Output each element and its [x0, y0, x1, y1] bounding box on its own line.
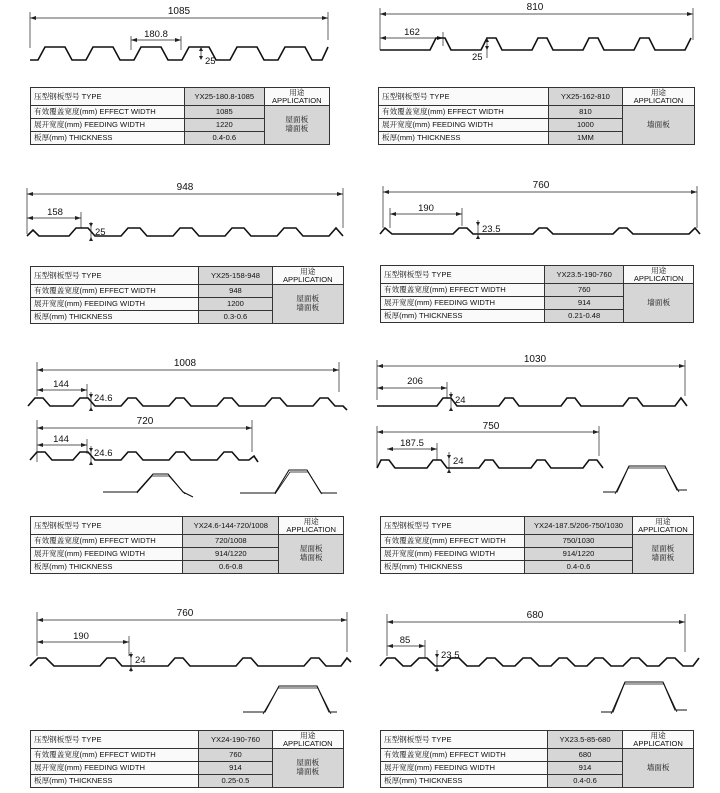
label-feeding-width: 展开宽度(mm) FEEDING WIDTH — [381, 762, 548, 775]
value-application: 屋面板 墙面板 — [272, 749, 343, 788]
panel-yx24-187-5-206-750-1030 — [375, 352, 705, 577]
dim-total-2: 720 — [136, 416, 154, 427]
spec-table — [30, 266, 344, 324]
dim-height: 24.6 — [94, 393, 113, 404]
value-type: YX24-187.5/206-750/1030 — [525, 517, 633, 535]
spec-table — [380, 265, 694, 323]
value-application: 屋面板 墙面板 — [279, 535, 344, 574]
dim-pitch: 180.8 — [144, 29, 168, 40]
dim-height: 23.5 — [482, 224, 501, 235]
label-type: 压型钢板型号 TYPE — [381, 266, 545, 284]
label-application: 用途 APPLICATION — [272, 731, 343, 749]
value-application: 屋面板 墙面板 — [264, 106, 329, 145]
value-application: 墙面板 — [622, 106, 694, 145]
value-type: YX25-158-948 — [199, 267, 272, 285]
label-effect-width: 有效覆盖宽度(mm) EFFECT WIDTH — [381, 284, 545, 297]
dim-total: 1085 — [167, 6, 191, 17]
panel-yx23-5-85-680 — [375, 600, 705, 793]
value-effect-width: 810 — [548, 106, 622, 119]
label-type: 压型钢板型号 TYPE — [31, 88, 185, 106]
label-effect-width: 有效覆盖宽度(mm) EFFECT WIDTH — [31, 749, 199, 762]
spec-table — [378, 87, 695, 145]
value-thickness: 0.4-0.6 — [525, 561, 633, 574]
label-effect-width: 有效覆盖宽度(mm) EFFECT WIDTH — [379, 106, 549, 119]
label-feeding-width: 展开宽度(mm) FEEDING WIDTH — [381, 548, 525, 561]
value-application: 屋面板 墙面板 — [632, 535, 693, 574]
value-application: 屋面板 墙面板 — [272, 285, 343, 324]
dim-pitch-2: 144 — [53, 434, 69, 445]
label-effect-width: 有效覆盖宽度(mm) EFFECT WIDTH — [381, 749, 548, 762]
label-effect-width: 有效覆盖宽度(mm) EFFECT WIDTH — [381, 535, 525, 548]
dim-height-2: 24 — [453, 456, 464, 467]
dim-pitch-2: 187.5 — [400, 438, 424, 449]
label-type: 压型钢板型号 TYPE — [381, 517, 525, 535]
dim-pitch: 158 — [47, 207, 63, 218]
label-thickness: 板厚(mm) THICKNESS — [381, 561, 525, 574]
value-type: YX25-180.8-1085 — [185, 88, 265, 106]
profile-drawing — [25, 178, 355, 263]
label-thickness: 板厚(mm) THICKNESS — [379, 132, 549, 145]
value-thickness: 0.4-0.6 — [185, 132, 265, 145]
label-feeding-width: 展开宽度(mm) FEEDING WIDTH — [31, 548, 183, 561]
label-thickness: 板厚(mm) THICKNESS — [31, 561, 183, 574]
value-thickness: 0.25-0.5 — [199, 775, 272, 788]
dim-height: 25 — [472, 52, 483, 63]
spec-table — [30, 516, 344, 574]
label-effect-width: 有效覆盖宽度(mm) EFFECT WIDTH — [31, 106, 185, 119]
panel-yx23-5-190-760 — [375, 178, 705, 328]
panel-yx24-190-760 — [25, 600, 355, 793]
label-feeding-width: 展开宽度(mm) FEEDING WIDTH — [381, 297, 545, 310]
value-feeding-width: 1200 — [199, 298, 272, 311]
dim-height: 24 — [455, 395, 466, 406]
value-feeding-width: 914 — [545, 297, 624, 310]
label-application: 用途 APPLICATION — [632, 517, 693, 535]
spec-table — [30, 730, 344, 788]
profile-drawing — [375, 178, 705, 263]
label-type: 压型钢板型号 TYPE — [381, 731, 548, 749]
label-application: 用途 APPLICATION — [622, 88, 694, 106]
value-thickness: 0.6-0.8 — [183, 561, 279, 574]
value-effect-width: 1085 — [185, 106, 265, 119]
value-feeding-width: 914 — [547, 762, 622, 775]
dim-total: 810 — [526, 2, 544, 13]
dim-pitch: 85 — [399, 635, 411, 646]
dim-total: 760 — [176, 608, 194, 619]
value-type: YX23.5-85-680 — [547, 731, 622, 749]
label-effect-width: 有效覆盖宽度(mm) EFFECT WIDTH — [31, 535, 183, 548]
value-thickness: 0.3-0.6 — [199, 311, 272, 324]
dim-pitch: 206 — [407, 376, 423, 387]
dim-pitch: 144 — [53, 379, 69, 390]
label-application: 用途 APPLICATION — [623, 731, 694, 749]
label-feeding-width: 展开宽度(mm) FEEDING WIDTH — [31, 298, 199, 311]
dim-height: 25 — [95, 227, 106, 238]
dim-height-2: 24.6 — [94, 448, 113, 459]
spec-table — [380, 516, 694, 574]
profile-drawing — [25, 0, 355, 80]
value-type: YX25-162-810 — [548, 88, 622, 106]
value-effect-width: 760 — [199, 749, 272, 762]
dim-total: 1008 — [173, 358, 197, 369]
dim-height: 23.5 — [441, 650, 460, 661]
label-application: 用途 APPLICATION — [624, 266, 694, 284]
value-type: YX23.5-190-760 — [545, 266, 624, 284]
dim-total: 1030 — [523, 354, 547, 365]
value-thickness: 0.21-0.48 — [545, 310, 624, 323]
label-type: 压型钢板型号 TYPE — [31, 517, 183, 535]
profile-drawing — [375, 600, 705, 730]
dim-pitch: 190 — [418, 203, 434, 214]
spec-table — [30, 87, 330, 145]
dim-total: 948 — [176, 182, 194, 193]
label-type: 压型钢板型号 TYPE — [379, 88, 549, 106]
label-feeding-width: 展开宽度(mm) FEEDING WIDTH — [31, 762, 199, 775]
value-effect-width: 750/1030 — [525, 535, 633, 548]
value-effect-width: 760 — [545, 284, 624, 297]
value-effect-width: 680 — [547, 749, 622, 762]
profile-drawing — [25, 352, 355, 512]
dim-pitch: 162 — [404, 27, 420, 38]
label-thickness: 板厚(mm) THICKNESS — [381, 310, 545, 323]
label-feeding-width: 展开宽度(mm) FEEDING WIDTH — [379, 119, 549, 132]
dim-total: 760 — [532, 180, 550, 191]
label-type: 压型钢板型号 TYPE — [31, 731, 199, 749]
panel-yx24-6-144-720-1008 — [25, 352, 355, 577]
label-application: 用途 APPLICATION — [279, 517, 344, 535]
profile-drawing — [25, 600, 355, 730]
profile-drawing — [375, 0, 705, 80]
value-feeding-width: 914/1220 — [183, 548, 279, 561]
profile-drawing — [375, 352, 705, 512]
value-feeding-width: 1000 — [548, 119, 622, 132]
dim-total: 680 — [526, 610, 544, 621]
value-application: 墙面板 — [623, 749, 694, 788]
panel-yx25-180-8-1085 — [25, 0, 355, 150]
label-thickness: 板厚(mm) THICKNESS — [31, 311, 199, 324]
label-thickness: 板厚(mm) THICKNESS — [31, 132, 185, 145]
label-thickness: 板厚(mm) THICKNESS — [31, 775, 199, 788]
dim-height: 24 — [135, 655, 146, 666]
label-effect-width: 有效覆盖宽度(mm) EFFECT WIDTH — [31, 285, 199, 298]
label-application: 用途 APPLICATION — [264, 88, 329, 106]
dim-height: 25 — [205, 56, 216, 67]
label-thickness: 板厚(mm) THICKNESS — [381, 775, 548, 788]
value-effect-width: 720/1008 — [183, 535, 279, 548]
value-feeding-width: 1220 — [185, 119, 265, 132]
dim-total-2: 750 — [482, 421, 500, 432]
value-type: YX24.6-144-720/1008 — [183, 517, 279, 535]
panel-yx25-162-810 — [375, 0, 705, 150]
dim-pitch: 190 — [73, 631, 89, 642]
value-thickness: 0.4-0.6 — [547, 775, 622, 788]
value-application: 墙面板 — [624, 284, 694, 323]
value-feeding-width: 914 — [199, 762, 272, 775]
value-thickness: 1MM — [548, 132, 622, 145]
value-effect-width: 948 — [199, 285, 272, 298]
value-type: YX24-190-760 — [199, 731, 272, 749]
panel-yx25-158-948 — [25, 178, 355, 328]
label-type: 压型钢板型号 TYPE — [31, 267, 199, 285]
spec-table — [380, 730, 694, 788]
value-feeding-width: 914/1220 — [525, 548, 633, 561]
label-feeding-width: 展开宽度(mm) FEEDING WIDTH — [31, 119, 185, 132]
label-application: 用途 APPLICATION — [272, 267, 343, 285]
